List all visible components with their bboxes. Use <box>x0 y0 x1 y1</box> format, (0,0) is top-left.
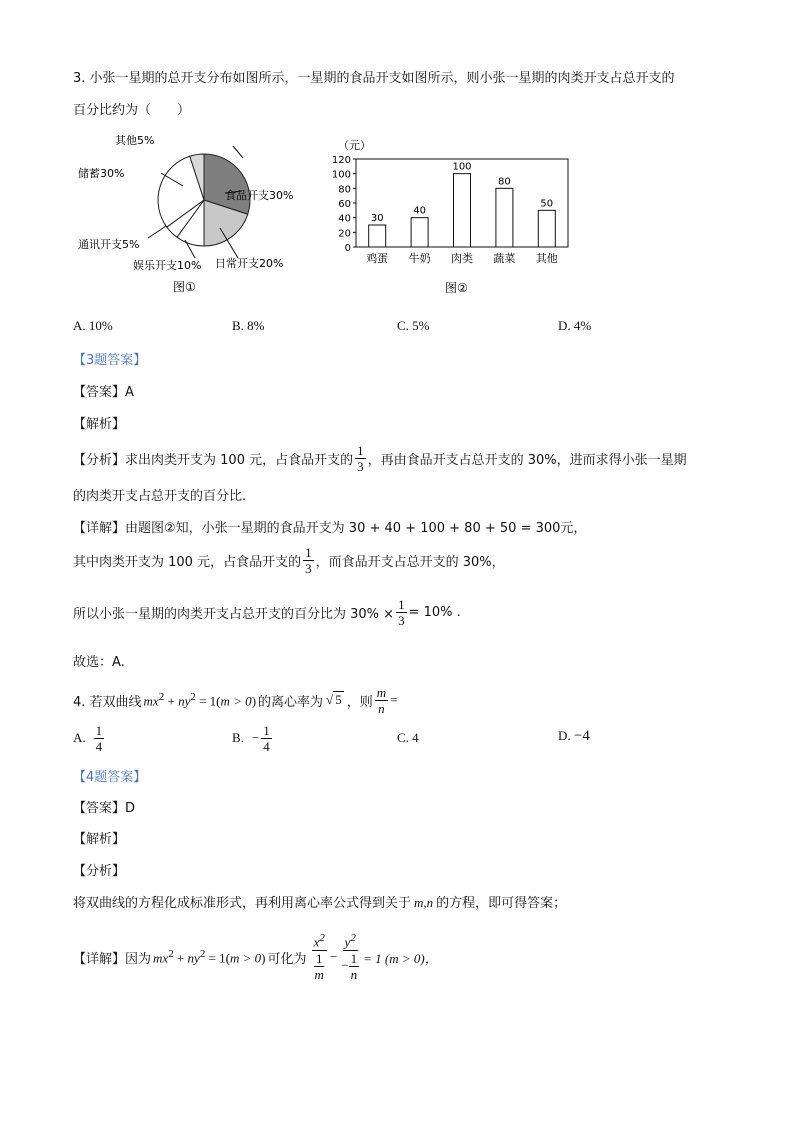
q4-option-a: A. $\frac{1}{4}$ <box>73 722 103 754</box>
xiangjie-label: 【详解】 <box>73 521 126 536</box>
fenxi-text-b: 的方程，即可得答案； <box>436 896 567 911</box>
y-tick-label: 120 <box>331 155 351 166</box>
bar-其他 <box>538 210 555 247</box>
q3-stem-line2: 百分比约为（ ） <box>73 103 191 118</box>
q3-stem-line1: 3. 小张一星期的总开支分布如图所示，一星期的食品开支如图所示，则小张一星期的肉类开支占总开支的 <box>73 71 675 86</box>
q4-stem-a: 4. 若双曲线 <box>73 694 142 710</box>
q4-answer-line <box>73 797 135 816</box>
q3-analysis-header: 【解析】 <box>73 417 126 432</box>
x-tick-label: 肉类 <box>451 252 473 265</box>
q4-stem-c: ，则 <box>346 694 373 710</box>
xiangjie-text-b: 可化为 <box>267 951 307 967</box>
y-tick-label: 60 <box>338 199 351 210</box>
xiangjie-text-3b: = 10% . <box>408 604 461 620</box>
q4-equation-2: $mx^2 + ny^2 = 1(m > 0)$ <box>153 947 266 966</box>
pie-label-food: 食品开支30% <box>225 189 294 202</box>
xiangjie-end: = 1 (m > 0)， <box>363 950 438 966</box>
pie-label-telecom: 通讯开支5% <box>78 238 140 251</box>
y-tick-label: 20 <box>338 228 351 240</box>
bar-value-label: 100 <box>452 161 472 173</box>
pie-label-savings: 储蓄30% <box>78 167 125 180</box>
fenxi-text-b: ，再由食品开支占总开支的 30%，进而求得小张一星期 <box>367 452 687 468</box>
y-tick-label: 40 <box>338 213 351 225</box>
q3-answer-header: 【3题答案】 <box>73 353 147 368</box>
bar-牛奶 <box>411 218 428 247</box>
bar-chart <box>330 135 580 300</box>
q3-answer-line <box>73 381 134 400</box>
fraction-one-third: $\frac{1}{3}$ <box>305 544 312 576</box>
fraction-m-over-n: $\frac{m}{n}$ <box>376 684 387 716</box>
answer-label: 【答案】 <box>73 801 126 816</box>
q4-stem-b: 的离心率为 <box>258 694 324 710</box>
bar-value-label: 40 <box>413 205 426 217</box>
pie-label-daily: 日常开支20% <box>215 257 284 270</box>
fenxi-label: 【分析】 <box>73 452 126 468</box>
q4-fenxi-line <box>73 892 566 911</box>
q3-xiangjie-line2 <box>73 540 505 580</box>
q4-equation: $mx^2 + ny^2 = 1(m > 0)$ <box>143 690 257 709</box>
bar-caption: 图② <box>445 281 468 295</box>
q3-option-a: A. 10% <box>73 318 113 333</box>
leader-other <box>233 146 243 158</box>
x-tick-label: 其他 <box>535 252 558 265</box>
q3-xiangjie-line1 <box>73 517 586 536</box>
q4-option-b: B. − $\frac{1}{4}$ <box>232 722 270 754</box>
q4-option-c: C. 4 <box>397 730 419 745</box>
q4-stem: 4. 若双曲线 $mx^2 + ny^2 = 1(m > 0)$ 的离心率为 √ 5 ，则 $\frac{m}{n}$ = <box>73 684 398 716</box>
bar-肉类 <box>454 174 471 247</box>
answer-label: 【答案】 <box>73 385 126 400</box>
bar-鸡蛋 <box>369 225 386 247</box>
q3-guxuan: 故选：A. <box>73 655 125 670</box>
xiangjie-label: 【详解】 <box>73 951 126 967</box>
fraction-y2-over-neg1n: $y^2$ − $\frac{1}{n}$ <box>341 932 358 982</box>
fenxi-text-a: 将双曲线的方程化成标准形式，再利用离心率公式得到关于 <box>73 896 412 911</box>
fraction-x2-over-1m: $\frac{x^2}{\frac{1}{m}}$ <box>313 932 325 982</box>
q3-option-c: C. 5% <box>397 318 430 333</box>
q3-option-d: D. 4% <box>558 318 592 333</box>
y-tick-label: 0 <box>344 243 351 254</box>
q3-fenxi-line1 <box>73 438 687 478</box>
fraction-one-third: $\frac{1}{3}$ <box>398 596 405 628</box>
fenxi-vars: m,n <box>414 895 434 910</box>
q4-analysis-header: 【解析】 <box>73 832 126 847</box>
bar-value-label: 80 <box>498 176 511 188</box>
q4-answer-header: 【4题答案】 <box>73 770 147 785</box>
bar-ylabel: （元） <box>338 139 371 152</box>
bar-value-label: 30 <box>370 213 384 224</box>
q3-option-b: B. 8% <box>232 318 265 333</box>
xiangjie-text-3a: 所以小张一星期的肉类开支占总开支的百分比为 30% × <box>73 606 395 622</box>
fraction-one-third: $\frac{1}{3}$ <box>357 442 364 474</box>
pie-label-other: 其他5% <box>115 134 155 147</box>
answer-value: D <box>125 801 136 816</box>
sqrt-symbol: √ 5 <box>326 692 342 707</box>
answer-value: A <box>125 385 134 400</box>
bar-蔬菜 <box>496 188 513 247</box>
y-tick-label: 80 <box>338 184 351 196</box>
pie-chart <box>70 128 310 298</box>
leader-telecom <box>148 226 166 238</box>
fenxi-text-a: 求出肉类开支为 100 元，占食品开支的 <box>125 452 354 468</box>
pie-label-entertainment: 娱乐开支10% <box>133 259 202 272</box>
xiangjie-text-2a: 其中肉类开支为 100 元，占食品开支的 <box>73 554 302 570</box>
y-tick-label: 100 <box>331 169 351 181</box>
q4-fenxi-label: 【分析】 <box>73 864 126 879</box>
q4-option-d: D. −4 <box>558 728 590 744</box>
xiangjie-text-a: 因为 <box>125 951 152 967</box>
x-tick-label: 蔬菜 <box>493 252 516 265</box>
xiangjie-text-2b: ，而食品开支占总开支的 30%， <box>315 554 505 570</box>
q3-fenxi-line2: 的肉类开支占总开支的百分比. <box>73 489 247 504</box>
pie-caption: 图① <box>173 280 196 294</box>
x-tick-label: 牛奶 <box>408 252 431 265</box>
q3-xiangjie-line3 <box>73 592 461 632</box>
x-tick-label: 鸡蛋 <box>366 252 389 265</box>
bar-value-label: 50 <box>540 198 554 210</box>
q4-xiangjie-line: 【详解】 因为 $mx^2 + ny^2 = 1(m > 0)$ 可化为 $\frac{x^2}{\frac{1}{m}}$ − $y^2$ − $\frac{1}{n}$ = 1 (m > 0)， <box>73 932 438 982</box>
xiangjie-text-1: 由题图②知，小张一星期的食品开支为 30 + 40 + 100 + 80 + 50 = 300元， <box>125 521 587 536</box>
